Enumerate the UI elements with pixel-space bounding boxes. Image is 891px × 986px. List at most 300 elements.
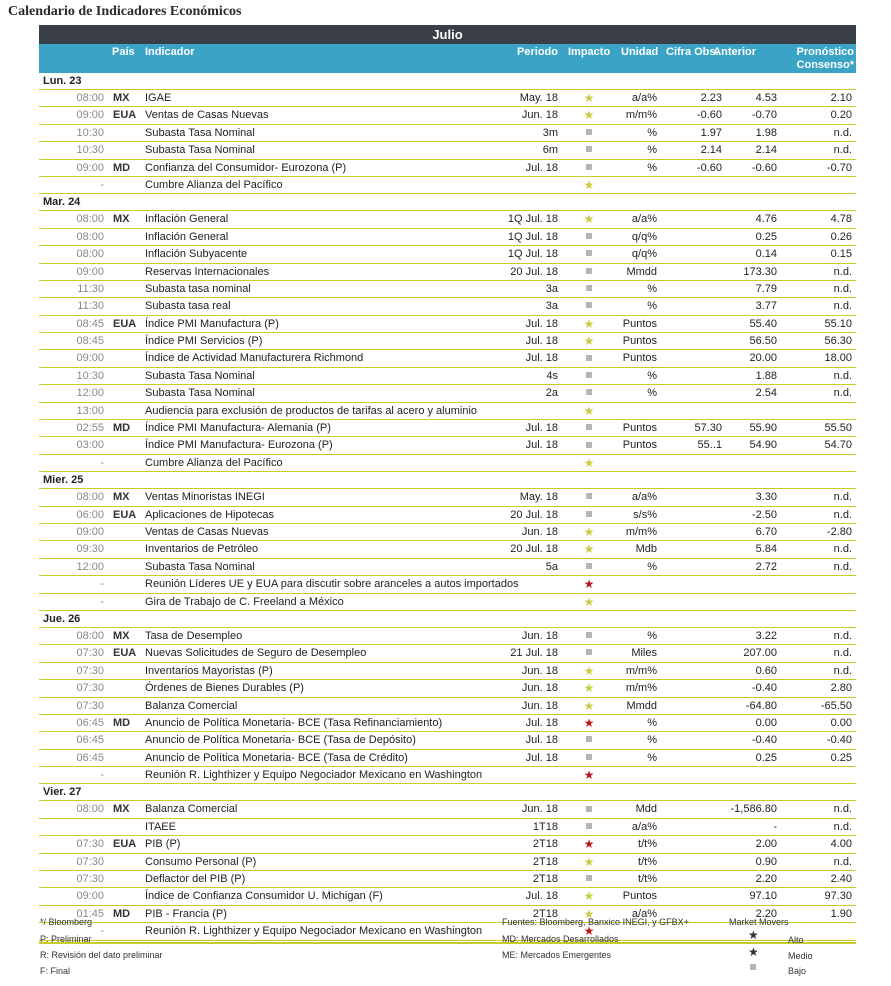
row-indicator: Índice de Confianza Consumidor U. Michigan (F) <box>145 890 383 903</box>
row-indicator: Inventarios Mayoristas (P) <box>145 664 273 677</box>
gray-square-icon <box>579 732 599 748</box>
table-row <box>39 90 856 107</box>
table-row <box>39 801 856 818</box>
table-row <box>39 680 856 697</box>
row-indicator: Índice PMI Manufactura- Eurozona (P) <box>145 439 333 452</box>
green-star-icon: ★ <box>583 906 595 921</box>
row-time: 08:45 <box>76 317 104 330</box>
row-period: 4s <box>546 369 558 382</box>
footnote-me: ME: Mercados Emergentes <box>502 950 612 960</box>
row-time: 08:00 <box>76 491 104 504</box>
row-unit: a/a% <box>631 907 657 920</box>
gray-square-icon <box>579 437 599 453</box>
legend-title: Market Movers <box>729 917 789 927</box>
row-indicator: Índice de Actividad Manufacturera Richmond <box>145 352 364 365</box>
footnote-preliminar: P: Preliminar <box>40 934 92 944</box>
legend-bajo: Bajo <box>788 966 807 976</box>
row-previous: 1.98 <box>755 126 777 139</box>
green-star-icon: ★ <box>583 403 595 418</box>
row-country: EUA <box>113 508 137 521</box>
row-country: MD <box>113 907 131 920</box>
table-row <box>39 732 856 749</box>
row-period: May. 18 <box>519 92 558 104</box>
row-indicator: Órdenes de Bienes Durables (P) <box>145 682 304 695</box>
row-period: 2T18 <box>532 855 558 868</box>
green-star-icon: ★ <box>583 698 595 713</box>
row-forecast: 0.00 <box>830 716 852 729</box>
row-indicator: Subasta Tasa Nominal <box>145 369 255 382</box>
row-period: Jul. 18 <box>525 439 558 452</box>
row-previous: 0.25 <box>755 751 777 764</box>
table-row <box>39 489 856 506</box>
row-period: Jun. 18 <box>521 525 558 538</box>
green-star-icon: ★ <box>583 854 595 869</box>
row-time: 11:30 <box>77 300 104 313</box>
row-period: Jul. 18 <box>525 161 558 174</box>
row-period: 3a <box>545 300 558 313</box>
table-row <box>39 750 856 767</box>
table-row <box>39 211 856 228</box>
row-indicator: Balanza Comercial <box>145 803 238 816</box>
page-title: Calendario de Indicadores Económicos <box>8 4 242 19</box>
table-row <box>39 264 856 281</box>
row-indicator: Subasta tasa nominal <box>145 282 251 295</box>
row-period: 6m <box>542 144 558 157</box>
row-country: MX <box>113 629 130 642</box>
row-observed: 57.30 <box>694 422 722 435</box>
row-forecast: n.d. <box>833 803 852 816</box>
row-time: - <box>100 178 104 191</box>
table-row <box>39 368 856 385</box>
day-header: Lun. 23 <box>39 73 856 90</box>
header-indicador: Indicador <box>145 46 195 58</box>
row-unit: Mdb <box>635 543 657 556</box>
row-indicator: Reunión R. Lighthizer y Equipo Negociador Mexicano en Washington <box>145 769 483 782</box>
row-unit: a/a% <box>631 820 657 833</box>
green-star-icon: ★ <box>583 177 595 192</box>
gray-square-icon <box>579 507 599 523</box>
table-row <box>39 645 856 662</box>
row-unit: a/a% <box>631 491 657 504</box>
header-pronostico <box>797 46 854 72</box>
row-previous: - <box>773 820 777 833</box>
row-forecast: 56.30 <box>824 335 852 348</box>
row-time: 12:00 <box>76 387 104 400</box>
table-row <box>39 524 856 541</box>
green-star-icon: ★ <box>583 889 595 904</box>
day-header: Mar. 24 <box>39 194 856 211</box>
row-forecast: 55.10 <box>824 317 852 330</box>
row-forecast: n.d. <box>833 300 852 313</box>
row-forecast: n.d. <box>833 126 852 139</box>
row-previous: 2.72 <box>755 560 777 573</box>
gray-square-icon <box>579 420 599 436</box>
row-previous: 2.00 <box>755 838 777 851</box>
row-indicator: Subasta Tasa Nominal <box>145 387 255 400</box>
gray-square-icon <box>579 160 599 176</box>
row-previous: 20.00 <box>749 352 777 365</box>
row-period: Jul. 18 <box>525 734 558 747</box>
row-indicator: Audiencia para exclusión de productos de tarifas al acero y aluminio <box>145 404 478 417</box>
table-row <box>39 854 856 871</box>
row-time: 09:00 <box>76 109 104 122</box>
row-time: 10:30 <box>76 144 104 157</box>
row-previous: 0.14 <box>755 248 777 261</box>
row-observed: -0.60 <box>696 161 722 174</box>
row-indicator: Índice PMI Manufactura (P) <box>145 317 279 330</box>
row-forecast: n.d. <box>833 855 852 868</box>
green-star-icon: ★ <box>583 455 595 470</box>
row-time: 07:30 <box>76 664 104 677</box>
row-country: EUA <box>113 838 137 851</box>
row-period: 20 Jul. 18 <box>510 265 558 278</box>
green-star-icon: ★ <box>583 91 595 105</box>
table-row <box>39 455 856 472</box>
row-unit: t/t% <box>638 838 657 851</box>
row-previous: -2.50 <box>751 508 777 521</box>
red-star-icon: ★ <box>748 928 759 942</box>
table-row <box>39 836 856 853</box>
table-row <box>39 767 856 784</box>
row-period: Jun. 18 <box>521 664 558 677</box>
row-time: 12:00 <box>76 560 104 573</box>
row-time: 02:55 <box>76 422 104 435</box>
row-indicator: Nuevas Solicitudes de Seguro de Desempleo <box>145 647 367 660</box>
header-pronostico-line2: Consenso* <box>796 59 854 71</box>
red-star-icon: ★ <box>583 924 595 939</box>
green-star-icon: ★ <box>748 945 759 959</box>
header-pronostico-line1: Pronóstico <box>796 46 854 58</box>
row-forecast: n.d. <box>833 629 852 642</box>
row-time: 08:45 <box>76 335 104 348</box>
row-indicator: Índice PMI Manufactura- Alemania (P) <box>145 422 331 435</box>
table-row <box>39 333 856 350</box>
row-unit: t/t% <box>638 855 657 868</box>
row-unit: Puntos <box>622 317 657 330</box>
row-indicator: Reservas Internacionales <box>145 265 270 278</box>
row-unit: a/a% <box>631 213 657 226</box>
footnote-fuentes: Fuentes: Bloomberg, Banxico INEGI, y GFBX+ <box>502 917 689 927</box>
header-anterior: Anterior <box>713 46 756 58</box>
table-row <box>39 576 856 593</box>
row-indicator: PIB - Francia (P) <box>145 907 227 920</box>
row-unit: % <box>647 716 657 729</box>
row-unit: % <box>647 300 657 313</box>
row-forecast: 4.00 <box>830 838 852 851</box>
row-indicator: Subasta tasa real <box>145 300 231 313</box>
gray-square-icon <box>579 819 599 835</box>
table-row <box>39 125 856 142</box>
gray-square-icon <box>579 368 599 384</box>
row-time: 07:30 <box>76 647 104 660</box>
row-unit: Puntos <box>622 335 657 348</box>
header-unidad: Unidad <box>621 46 659 58</box>
row-time: 08:00 <box>76 629 104 642</box>
green-star-icon: ★ <box>583 663 595 678</box>
table-row <box>39 246 856 263</box>
row-unit: % <box>647 126 657 139</box>
gray-square-icon <box>579 801 599 817</box>
table-row <box>39 350 856 367</box>
gray-square-icon <box>579 229 599 245</box>
row-forecast: n.d. <box>833 144 852 157</box>
row-forecast: 0.26 <box>830 230 852 243</box>
row-indicator: Ventas Minoristas INEGI <box>145 491 265 504</box>
row-time: 10:30 <box>76 369 104 382</box>
row-forecast: n.d. <box>833 282 852 295</box>
row-time: 09:30 <box>76 543 104 556</box>
row-indicator: Consumo Personal (P) <box>145 855 257 868</box>
row-time: 06:45 <box>76 716 104 729</box>
row-previous: 55.40 <box>749 317 777 330</box>
row-time: 07:30 <box>76 838 104 851</box>
legend-medio: Medio <box>788 951 813 961</box>
gray-square-icon <box>579 298 599 314</box>
row-forecast: n.d. <box>833 369 852 382</box>
row-previous: -0.60 <box>751 161 777 174</box>
row-unit: Mdd <box>635 803 657 816</box>
row-time: 13:00 <box>76 404 104 417</box>
row-forecast: 2.10 <box>830 92 852 104</box>
table-row <box>39 871 856 888</box>
header-cifra: Cifra Obs. <box>666 46 719 58</box>
table-row <box>39 403 856 420</box>
row-forecast: n.d. <box>833 820 852 833</box>
table-end-divider <box>39 942 856 944</box>
table-row <box>39 298 856 315</box>
gray-square-icon <box>579 871 599 887</box>
row-forecast: -65.50 <box>820 699 852 712</box>
column-header-row <box>39 44 856 73</box>
gray-square-icon <box>579 350 599 366</box>
table-row <box>39 698 856 715</box>
green-star-icon: ★ <box>583 524 595 539</box>
footnote-bloomberg: */ Bloomberg <box>40 917 93 927</box>
row-previous: 1.88 <box>755 369 777 382</box>
row-period: Jun. 18 <box>521 629 558 642</box>
row-unit: Puntos <box>622 890 657 903</box>
row-time: - <box>100 925 104 938</box>
row-forecast: n.d. <box>833 265 852 278</box>
row-previous: -0.70 <box>751 109 777 122</box>
gray-square-icon <box>579 750 599 766</box>
row-forecast: 4.78 <box>830 213 852 226</box>
row-indicator: ITAEE <box>145 820 176 833</box>
row-period: 1Q Jul. 18 <box>507 248 558 261</box>
row-period: Jun. 18 <box>521 109 558 122</box>
row-indicator: Deflactor del PIB (P) <box>145 873 246 886</box>
row-previous: 4.76 <box>755 213 777 226</box>
row-previous: 97.10 <box>749 890 777 903</box>
gray-square-icon <box>579 264 599 280</box>
row-previous: 207.00 <box>743 647 777 660</box>
row-unit: % <box>647 751 657 764</box>
row-observed: 55..1 <box>697 439 722 452</box>
footnote-final: F: Final <box>40 966 71 976</box>
row-previous: -64.80 <box>745 699 777 712</box>
row-time: 08:00 <box>76 248 104 261</box>
row-previous: 3.77 <box>755 300 777 313</box>
row-period: Jul. 18 <box>525 352 558 365</box>
row-time: 06:00 <box>76 508 104 521</box>
header-pais: País <box>112 46 135 58</box>
row-observed: 2.14 <box>700 144 722 157</box>
row-forecast: n.d. <box>833 387 852 400</box>
day-header: Vier. 27 <box>39 784 856 801</box>
gray-square-icon <box>579 142 599 158</box>
row-time: 03:00 <box>76 439 104 452</box>
row-previous: -0.40 <box>751 682 777 695</box>
row-unit: Mmdd <box>626 265 657 278</box>
row-period: Jul. 18 <box>525 335 558 348</box>
row-time: 06:45 <box>76 734 104 747</box>
header-periodo: Periodo <box>517 46 558 58</box>
footnote-md: MD: Mercados Desarrollados <box>502 934 619 944</box>
day-header: Mier. 25 <box>39 472 856 489</box>
row-time: 09:00 <box>76 525 104 538</box>
row-unit: a/a% <box>631 92 657 104</box>
row-forecast: n.d. <box>833 647 852 660</box>
gray-square-icon <box>579 628 599 644</box>
row-time: 10:30 <box>76 126 104 139</box>
row-indicator: Gira de Trabajo de C. Freeland a México <box>145 595 344 608</box>
row-period: 21 Jul. 18 <box>510 647 558 660</box>
green-star-icon: ★ <box>583 212 595 227</box>
row-period: Jul. 18 <box>525 751 558 764</box>
row-previous: 2.20 <box>755 873 777 886</box>
gray-square-icon <box>579 246 599 262</box>
row-period: 1Q Jul. 18 <box>507 230 558 243</box>
gray-square-icon <box>579 559 599 575</box>
red-star-icon: ★ <box>583 577 595 592</box>
row-time: 07:30 <box>76 699 104 712</box>
row-unit: % <box>647 369 657 382</box>
row-previous: -1,586.80 <box>730 803 777 816</box>
row-unit: m/m% <box>625 682 657 695</box>
row-forecast: 1.90 <box>830 907 852 920</box>
row-previous: 55.90 <box>749 422 777 435</box>
row-country: MX <box>113 92 130 104</box>
row-period: Jun. 18 <box>521 699 558 712</box>
table-row <box>39 160 856 177</box>
green-star-icon: ★ <box>583 334 595 349</box>
row-indicator: Confianza del Consumidor- Eurozona (P) <box>145 161 347 174</box>
row-country: EUA <box>113 317 137 330</box>
row-indicator: Inflación General <box>145 230 229 243</box>
row-previous: 7.79 <box>755 282 777 295</box>
table-row <box>39 888 856 905</box>
row-period: 20 Jul. 18 <box>510 508 558 521</box>
row-unit: q/q% <box>631 248 657 261</box>
table-row <box>39 594 856 611</box>
table-row <box>39 628 856 645</box>
row-forecast: 2.80 <box>830 682 852 695</box>
row-unit: % <box>647 387 657 400</box>
row-indicator: Inflación General <box>145 213 229 226</box>
gray-square-icon <box>750 964 756 970</box>
row-unit: Mmdd <box>626 699 657 712</box>
row-previous: 0.60 <box>755 664 777 677</box>
row-country: MD <box>113 716 131 729</box>
table-row <box>39 385 856 402</box>
row-country: MD <box>113 161 131 174</box>
row-forecast: n.d. <box>833 560 852 573</box>
row-indicator: Subasta Tasa Nominal <box>145 144 255 157</box>
row-country: MX <box>113 213 130 226</box>
gray-square-icon <box>579 385 599 401</box>
row-period: 2a <box>545 387 558 400</box>
row-indicator: Subasta Tasa Nominal <box>145 126 255 139</box>
calendar-table <box>39 25 856 944</box>
row-period: May. 18 <box>519 491 558 504</box>
row-time: 08:00 <box>76 230 104 243</box>
row-unit: m/m% <box>625 525 657 538</box>
row-period: Jul. 18 <box>525 890 558 903</box>
row-time: 01:45 <box>76 907 104 920</box>
green-star-icon: ★ <box>583 681 595 696</box>
row-previous: 2.14 <box>755 144 777 157</box>
row-previous: 173.30 <box>743 265 777 278</box>
row-indicator: Anuncio de Política Monetaria- BCE (Tasa de Depósito) <box>145 734 416 747</box>
row-previous: 0.90 <box>755 855 777 868</box>
table-row <box>39 559 856 576</box>
table-row <box>39 177 856 194</box>
row-forecast: -0.70 <box>826 161 852 174</box>
table-row <box>39 437 856 454</box>
row-forecast: 54.70 <box>824 439 852 452</box>
green-star-icon: ★ <box>583 316 595 331</box>
row-period: 2T18 <box>532 873 558 886</box>
row-time: 07:30 <box>76 873 104 886</box>
table-row <box>39 229 856 246</box>
row-time: 09:00 <box>76 161 104 174</box>
row-time: - <box>100 769 104 782</box>
row-forecast: 0.25 <box>830 751 852 764</box>
row-time: 06:45 <box>76 751 104 764</box>
row-forecast: n.d. <box>833 543 852 556</box>
row-time: 08:00 <box>76 803 104 816</box>
green-star-icon: ★ <box>583 594 595 609</box>
red-star-icon: ★ <box>583 715 595 730</box>
row-forecast: n.d. <box>833 664 852 677</box>
row-indicator: Anuncio de Política Monetaria- BCE (Tasa Refinanciamiento) <box>145 716 443 729</box>
table-row <box>39 316 856 333</box>
row-period: Jul. 18 <box>525 716 558 729</box>
row-period: Jun. 18 <box>521 682 558 695</box>
row-country: MD <box>113 422 131 435</box>
gray-square-icon <box>579 489 599 505</box>
row-period: Jul. 18 <box>525 317 558 330</box>
row-unit: % <box>647 144 657 157</box>
row-period: Jun. 18 <box>521 803 558 816</box>
row-unit: t/t% <box>638 873 657 886</box>
row-indicator: Subasta Tasa Nominal <box>145 560 255 573</box>
row-forecast: 18.00 <box>824 352 852 365</box>
row-unit: % <box>647 161 657 174</box>
day-header: Jue. 26 <box>39 611 856 628</box>
row-forecast: -0.40 <box>826 734 852 747</box>
green-star-icon: ★ <box>583 108 595 123</box>
row-observed: 1.97 <box>700 126 722 139</box>
row-forecast: n.d. <box>833 491 852 504</box>
row-indicator: Cumbre Alianza del Pacífico <box>145 456 283 469</box>
row-forecast: 55.50 <box>824 422 852 435</box>
row-unit: % <box>647 282 657 295</box>
gray-square-icon <box>579 645 599 661</box>
row-time: 09:00 <box>76 352 104 365</box>
row-indicator: Inflación Subyacente <box>145 248 248 261</box>
row-indicator: IGAE <box>145 92 172 104</box>
